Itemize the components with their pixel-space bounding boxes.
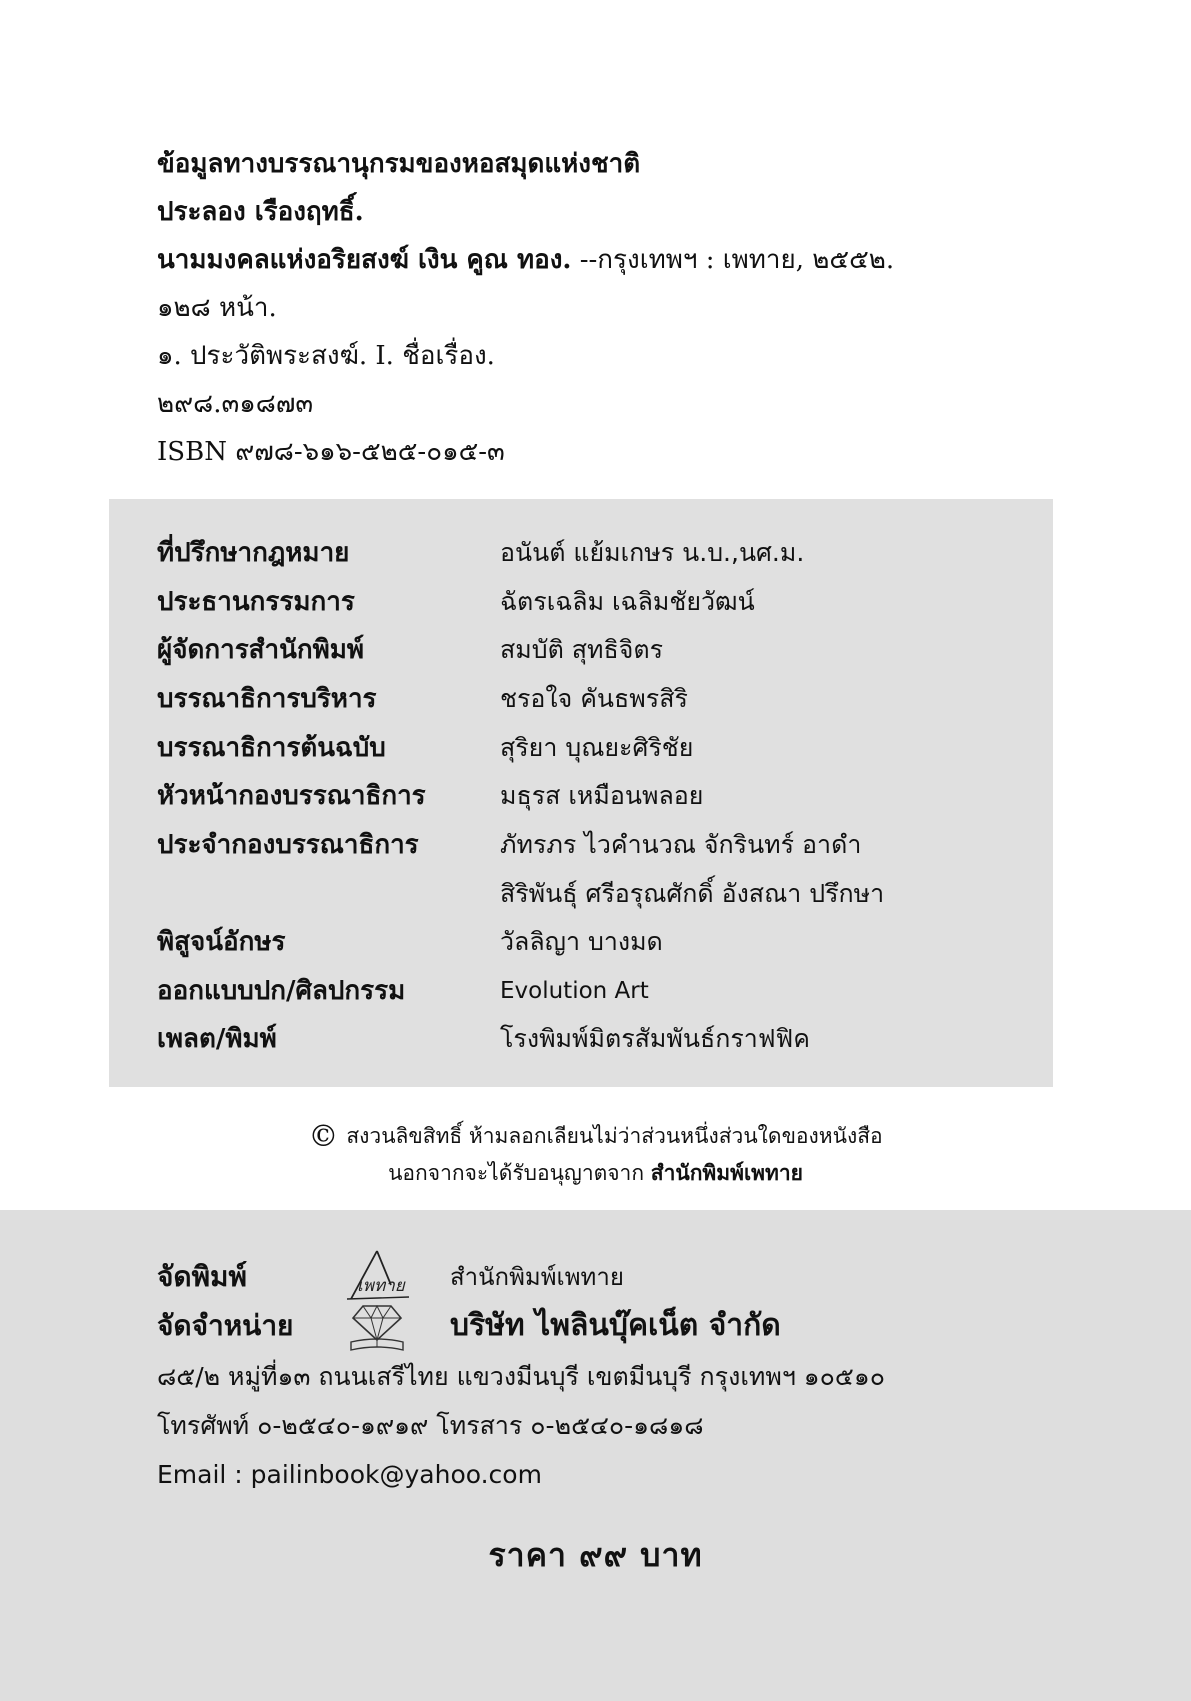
cip-imprint: --กรุงเทพฯ : เพทาย, ๒๕๕๒. xyxy=(571,245,895,275)
copyright-line-1 xyxy=(0,1118,1191,1155)
petai-logo-icon xyxy=(337,1249,417,1305)
copyright-line-2 xyxy=(0,1155,1191,1191)
distributed-by-name: บริษัท ไพลินบุ๊คเน็ต จำกัด xyxy=(450,1308,781,1343)
copyright-text: สงวนลิขสิทธิ์ ห้ามลอกเลียนไม่ว่าส่วนหนึ่งส่วนใดของหนังสือ xyxy=(346,1124,883,1148)
credit-row xyxy=(157,626,1037,674)
credit-role: ที่ปรึกษากฎหมาย xyxy=(157,538,350,568)
credit-name: สิริพันธุ์ ศรีอรุณศักดิ์ อังสณา ปรึกษา xyxy=(500,879,885,908)
cip-pages: ๑๒๘ หน้า. xyxy=(157,293,277,323)
credit-role: ผู้จัดการสำนักพิมพ์ xyxy=(157,635,365,665)
publisher-footer xyxy=(0,1210,1191,1701)
credit-row xyxy=(157,578,1037,626)
distributed-by-label: จัดจำหน่าย xyxy=(157,1309,294,1342)
credit-role: ออกแบบปก/ศิลปกรรม xyxy=(157,976,406,1006)
credit-role: เพลต/พิมพ์ xyxy=(157,1024,277,1054)
price: ราคา ๙๙ บาท xyxy=(488,1536,703,1574)
credit-role: บรรณาธิการต้นฉบับ xyxy=(157,733,386,763)
cip-isbn: ISBN ๙๗๘-๖๑๖-๕๒๕-๐๑๕-๓ xyxy=(157,437,505,467)
address: ๘๕/๒ หมู่ที่๑๓ ถนนเสรีไทย แขวงมีนบุรี เขตมีนบุรี กรุงเทพฯ ๑๐๕๑๐ xyxy=(157,1362,885,1391)
credit-row xyxy=(157,918,1037,966)
credit-row xyxy=(157,724,1037,772)
email: Email : pailinbook@yahoo.com xyxy=(157,1460,542,1489)
credit-row xyxy=(157,967,1037,1015)
credit-row xyxy=(157,772,1037,820)
cip-heading: ข้อมูลทางบรรณานุกรมของหอสมุดแห่งชาติ xyxy=(157,149,641,179)
cip-title-line xyxy=(157,236,1057,284)
credit-row xyxy=(157,1015,1037,1063)
credits-panel xyxy=(109,499,1053,1087)
credit-row xyxy=(157,529,1037,577)
credit-role: บรรณาธิการบริหาร xyxy=(157,684,377,714)
phone-fax: โทรศัพท์ ๐-๒๕๔๐-๑๙๑๙ โทรสาร ๐-๒๕๔๐-๑๘๑๘ xyxy=(157,1411,704,1440)
copyright-publisher: สำนักพิมพ์เพทาย xyxy=(650,1161,803,1185)
credit-name: วัลลิญา บางมด xyxy=(500,927,663,956)
copyright-notice xyxy=(0,1118,1191,1191)
cip-title: นามมงคลแห่งอริยสงฆ์ เงิน คูณ ทอง. xyxy=(157,245,572,275)
credit-name: ภัทรภร ไวคำนวณ จักรินทร์ อาดำ xyxy=(500,830,862,859)
credit-name: โรงพิมพ์มิตรสัมพันธ์กราฟฟิค xyxy=(500,1024,810,1053)
cip-subject: ๑. ประวัติพระสงฆ์. I. ชื่อเรื่อง. xyxy=(157,341,495,371)
credit-name: อนันต์ แย้มเกษร น.บ.,นศ.ม. xyxy=(500,538,805,567)
printed-by-label: จัดพิมพ์ xyxy=(157,1260,247,1293)
credit-row xyxy=(157,821,1037,869)
copyright-permission: นอกจากจะได้รับอนุญาตจาก xyxy=(388,1161,651,1185)
credit-name: มธุรส เหมือนพลอย xyxy=(500,781,704,810)
diamond-book-logo-icon xyxy=(337,1298,417,1354)
credit-row xyxy=(157,675,1037,723)
credit-name: ชรอใจ คันธพรสิริ xyxy=(500,684,688,713)
cip-classification: ๒๙๘.๓๑๘๗๓ xyxy=(157,389,314,419)
credit-role: ประจำกองบรรณาธิการ xyxy=(157,830,419,860)
copyright-icon: © xyxy=(308,1119,339,1154)
credit-name: ฉัตรเฉลิม เฉลิมชัยวัฒน์ xyxy=(500,587,755,616)
credit-name: สุริยา บุณยะศิริชัย xyxy=(500,733,694,762)
credit-role: ประธานกรรมการ xyxy=(157,587,355,617)
credit-role: พิสูจน์อักษร xyxy=(157,927,286,957)
credit-name: สมบัติ สุทธิจิตร xyxy=(500,635,664,664)
cataloging-in-publication xyxy=(157,140,1057,476)
credit-name: Evolution Art xyxy=(500,978,649,1004)
cip-author: ประลอง เรืองฤทธิ์. xyxy=(157,197,364,227)
credit-role: หัวหน้ากองบรรณาธิการ xyxy=(157,781,426,811)
printed-by-name: สำนักพิมพ์เพทาย xyxy=(450,1263,624,1291)
credit-row xyxy=(157,870,1037,918)
petai-logo-text: เพทาย xyxy=(357,1276,405,1296)
